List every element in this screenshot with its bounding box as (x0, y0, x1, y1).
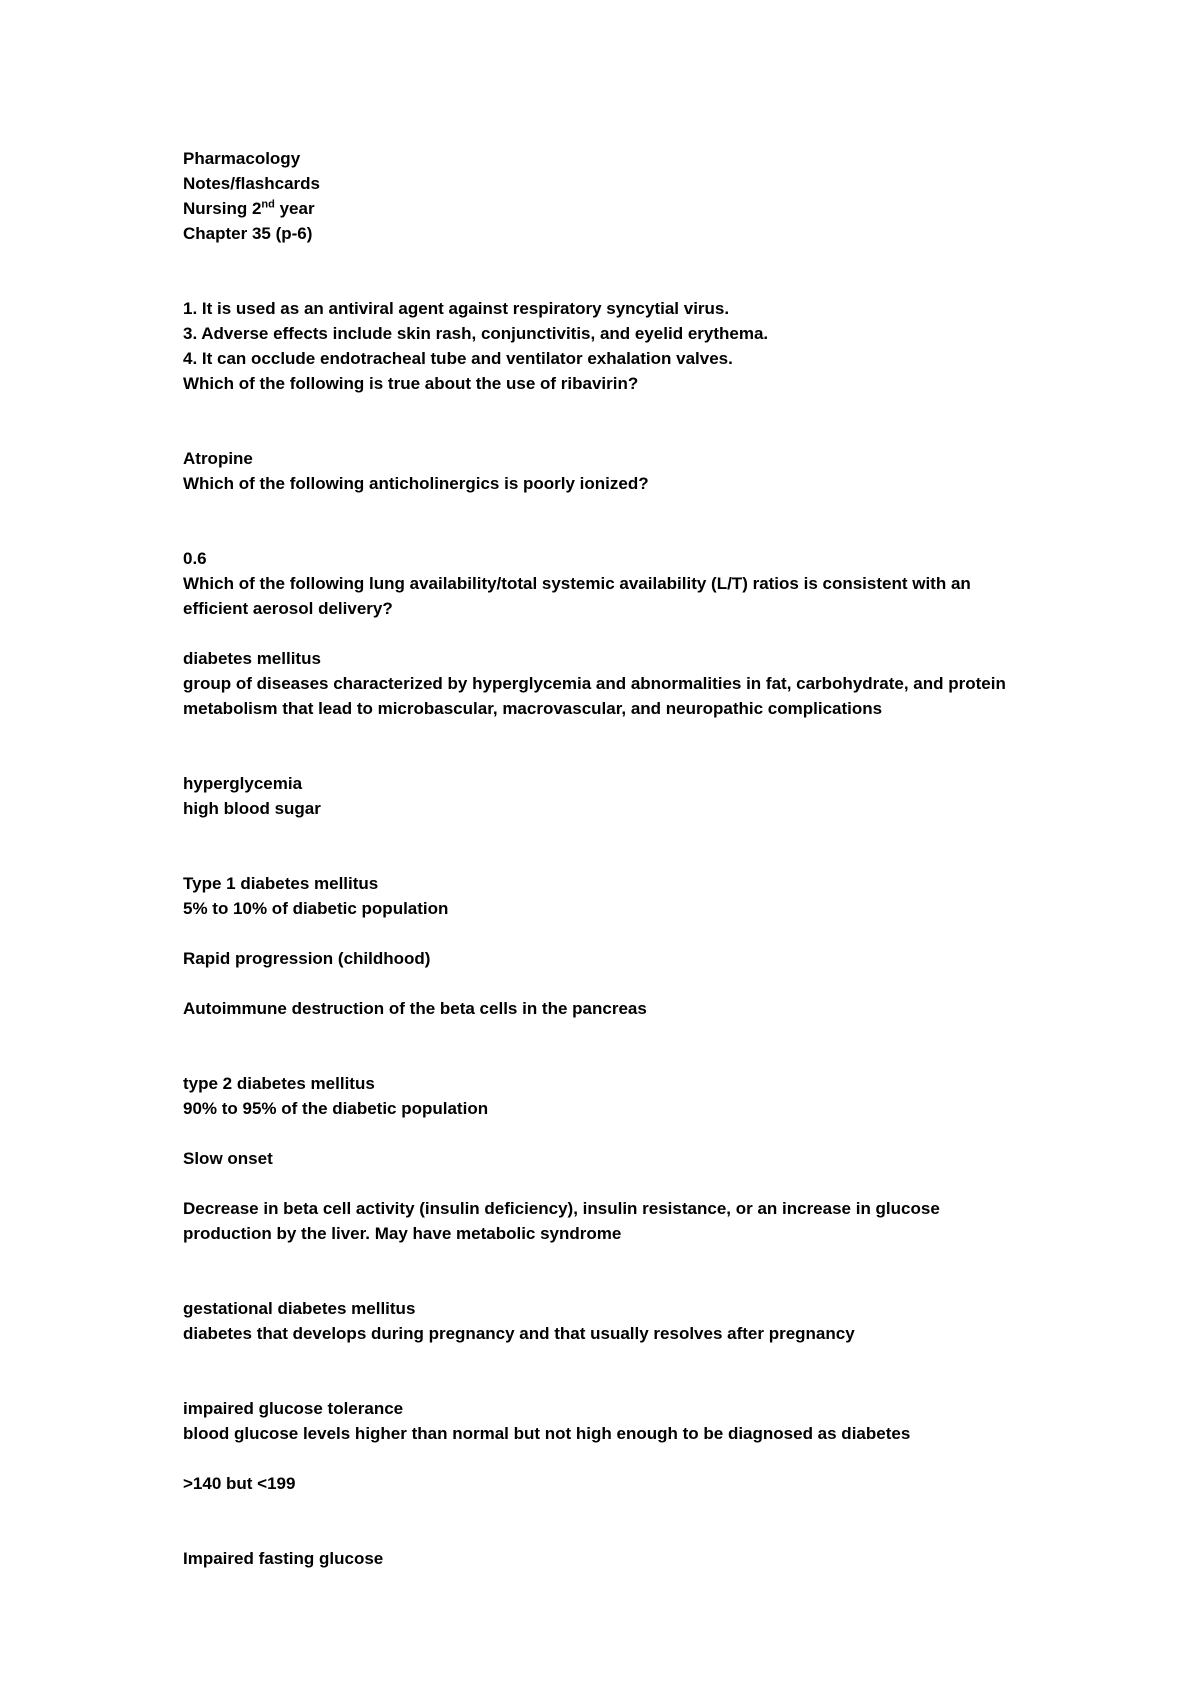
ribavirin-question: Which of the following is true about the use of ribavirin? (183, 374, 639, 393)
type2-term: type 2 diabetes mellitus (183, 1074, 375, 1093)
spacer (183, 496, 1043, 546)
spacer (183, 921, 1043, 946)
chapter-label: Chapter 35 (p-6) (183, 224, 313, 243)
gestational-def: diabetes that develops during pregnancy and that usually resolves after pregnancy (183, 1324, 855, 1343)
spacer (183, 1446, 1043, 1471)
diabetes-mellitus-def-line-1: group of diseases characterized by hyperglycemia and abnormalities in fat, carbohydrate, and protein (183, 674, 1006, 693)
document-page (183, 146, 1043, 1571)
atropine-answer: Atropine (183, 449, 253, 468)
type2-point-onset: Slow onset (183, 1149, 273, 1168)
course-level-suffix: year (274, 199, 315, 218)
type2-point-cause-line-2: production by the liver. May have metabolic syndrome (183, 1224, 622, 1243)
spacer (183, 1246, 1043, 1296)
spacer (183, 1021, 1043, 1071)
type2-point-prevalence: 90% to 95% of the diabetic population (183, 1099, 489, 1118)
spacer (183, 971, 1043, 996)
atropine-question: Which of the following anticholinergics is poorly ionized? (183, 474, 649, 493)
igt-def: blood glucose levels higher than normal but not high enough to be diagnosed as diabetes (183, 1424, 911, 1443)
aerosol-question-line-1: Which of the following lung availability/total systemic availability (L/T) ratios is consistent with an (183, 574, 971, 593)
subject-title: Pharmacology (183, 149, 301, 168)
spacer (183, 1496, 1043, 1546)
type2-point-cause-line-1: Decrease in beta cell activity (insulin deficiency), insulin resistance, or an increase in glucose (183, 1199, 940, 1218)
course-level-prefix: Nursing 2 (183, 199, 262, 218)
aerosol-answer: 0.6 (183, 549, 207, 568)
gestational-term: gestational diabetes mellitus (183, 1299, 416, 1318)
course-level (183, 196, 1043, 221)
spacer (183, 621, 1043, 646)
type1-term: Type 1 diabetes mellitus (183, 874, 379, 893)
spacer (183, 396, 1043, 446)
igt-term: impaired glucose tolerance (183, 1399, 404, 1418)
spacer (183, 721, 1043, 771)
spacer (183, 1346, 1043, 1396)
spacer (183, 821, 1043, 871)
aerosol-question-line-2: efficient aerosol delivery? (183, 599, 393, 618)
igt-range: >140 but <199 (183, 1474, 296, 1493)
hyperglycemia-def: high blood sugar (183, 799, 321, 818)
spacer (183, 1121, 1043, 1146)
ifg-term: Impaired fasting glucose (183, 1549, 384, 1568)
document-type: Notes/flashcards (183, 174, 320, 193)
diabetes-mellitus-def-line-2: metabolism that lead to microbascular, macrovascular, and neuropathic complications (183, 699, 883, 718)
ribavirin-answer-1: 1. It is used as an antiviral agent against respiratory syncytial virus. (183, 299, 730, 318)
diabetes-mellitus-term: diabetes mellitus (183, 649, 321, 668)
spacer (183, 246, 1043, 296)
course-level-ordinal: nd (261, 198, 275, 211)
type1-point-prevalence: 5% to 10% of diabetic population (183, 899, 449, 918)
type1-point-cause: Autoimmune destruction of the beta cells in the pancreas (183, 999, 647, 1018)
type1-point-progression: Rapid progression (childhood) (183, 949, 431, 968)
ribavirin-answer-3: 3. Adverse effects include skin rash, conjunctivitis, and eyelid erythema. (183, 324, 769, 343)
spacer (183, 1171, 1043, 1196)
ribavirin-answer-4: 4. It can occlude endotracheal tube and ventilator exhalation valves. (183, 349, 733, 368)
hyperglycemia-term: hyperglycemia (183, 774, 303, 793)
